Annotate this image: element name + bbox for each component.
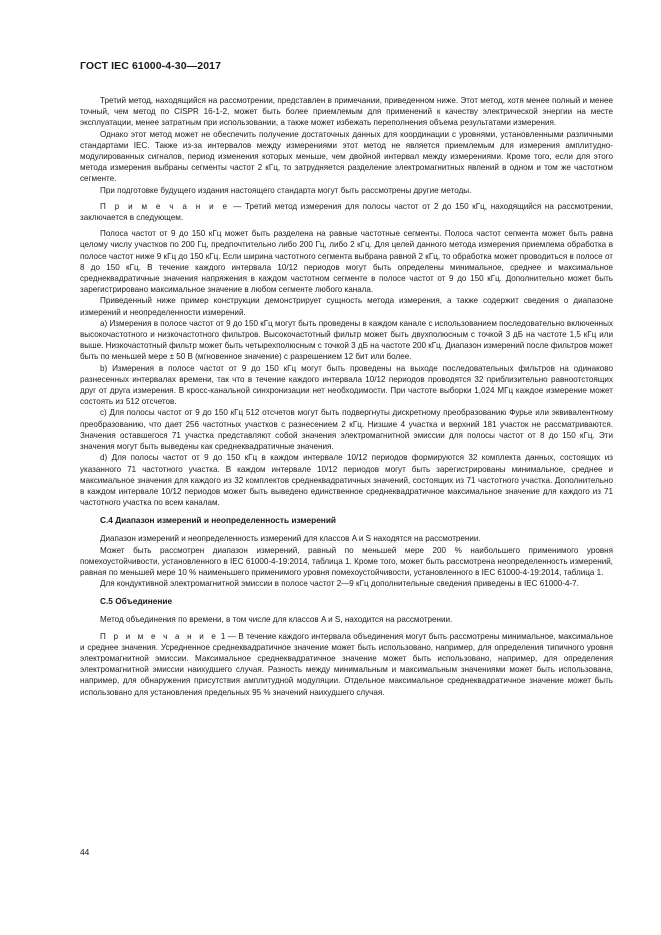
section-heading-c5: C.5 Объединение	[100, 596, 173, 607]
note-label: П р и м е ч а н и е	[100, 631, 219, 641]
paragraph: Однако этот метод может не обеспечить получение достаточных данных для координации с уровнями, установленными различными стандартами IEC. Также из-за интервалов между измерениями этот метод не является приемлемым для измерения амплитудно-модулированных сигналов, период изменения которых меньше, чем двойной интервал между измерениями. Кроме того, если для этого метода измерения выбраны сегменты частот 2 кГц, то затрудняется разделение электромагнитных явлений в одном и том же частотном сегменте.	[80, 129, 613, 184]
paragraph: Для кондуктивной электромагнитной эмиссии в полосе частот 2—9 кГц дополнительные сведения приведены в IEC 61000-4-7.	[100, 579, 579, 589]
section-heading-c4: C.4 Диапазон измерений и неопределенность измерений	[100, 515, 337, 526]
list-item-a: a) Измерения в полосе частот от 9 до 150 кГц могут быть проведены в каждом канале с использованием последовательно включенных высокочастотного и низкочастотного фильтров. Высокочастотный фильтр может быть двухполюсным с точкой 3 дБ на частоте 1,5 кГц или выше. Низкочастотный фильтр может быть четырехполюсным с точкой 3 дБ на частоте 200 кГц. Диапазон измерений после фильтров может быть по меньшей мере ± 50 В (мгновенное значение) с разрешением 12 бит или более.	[80, 318, 613, 362]
paragraph: Полоса частот от 9 до 150 кГц может быть разделена на равные частотные сегменты. Полоса частот сегмента может быть равна целому числу участков по 200 Гц, предпочтительно либо 200 Гц, либо 2 кГц. Для целей данного метода измерения приемлема обработка в полосе частот ниже 9 кГц до 150 кГц. Если ширина частотного сегмента выбрана равной 2 кГц, то обработка может проводиться в полосе от 8 до 150 кГц. В течение каждого интервала 10/12 периодов могут быть определены минимальное, среднее и максимальное среднеквадратичные значения напряжения в каждом частотном сегменте в полосе частот от 9 до 150 кГц. Дополнительно может быть зарегистрировано максимальное значение в любом сегменте любого канала.	[80, 229, 613, 295]
note-paragraph	[80, 631, 613, 698]
list-item-b: b) Измерения в полосе частот от 9 до 150 кГц могут быть проведены на выходе последовательных фильтров на одинаково разнесенных интервалах времени, так что в течение каждого интервала 10/12 периодов проводятся 32 приблизительно равноотстоящих друг от друга измерения. В кросс-канальной синхронизации нет необходимости. При частоте выборки 1,024 МГц каждое измерение может состоять из 512 отсчетов.	[80, 363, 613, 407]
note-paragraph	[80, 201, 613, 223]
list-item-c: c) Для полосы частот от 9 до 150 кГц 512 отсчетов могут быть подвергнуты дискретному преобразованию Фурье или эквивалентному преобразованию, что дает 256 частотных участков с разнесением 2 кГц. Низшие 4 участка и верхний 181 участок не рассматриваются. Значения оставшегося 71 участка представляют собой значения электромагнитной эмиссии для полосы частот от 8 до 150 кГц. Эти значения могут быть выведены как среднеквадратичные значения.	[80, 408, 613, 452]
paragraph: Метод объединения по времени, в том числе для классов A и S, находится на рассмотрении.	[100, 615, 453, 625]
document-body	[80, 95, 613, 698]
note-text: 1 — В течение каждого интервала объединения могут быть рассмотрены минимальное, максимальное и среднее значения. Усредненное среднеквадратичное значение может быть использовано, например, для определения типичного уровня электромагнитной эмиссии. Максимальное среднеквадратичное значение может быть использовано, например, для определения электромагнитной эмиссии наихудшего случая. Разность между минимальным и максимальным значениями может быть использована, например, для обнаружения присутствия амплитудной модуляции. Отдельное максимальное среднеквадратичное значение может быть использовано для установления предельных 95 % значений наихудшего случая.	[80, 631, 613, 697]
note-label: П р и м е ч а н и е	[100, 201, 230, 211]
paragraph: Может быть рассмотрен диапазон измерений, равный по меньшей мере 200 % наибольшего применимого уровня помехоустойчивости, установленного в IEC 61000-4-19:2014, таблица 1. Кроме того, может быть рассмотрена неопределенность измерений, равная по меньшей мере 10 % наименьшего применимого уровня помехоустойчивости, установленного в IEC 61000-4-19:2014, таблица 1.	[80, 545, 613, 577]
paragraph: Третий метод, находящийся на рассмотрении, представлен в примечании, приведенном ниже. Этот метод, хотя менее полный и менее точный, чем метод по CISPR 16-1-2, может быть более приемлемым для применений к качеству электрической энергии на месте эксплуатации, менее затратным при использовании, а также может избежать переполнения объема результатами измерения.	[80, 96, 613, 128]
list-item-d: d) Для полосы частот от 9 до 150 кГц в каждом интервале 10/12 периодов формируются 32 комплекта данных, состоящих из указанного 71 частотного участка. В каждом интервале 10/12 периодов могут быть зарегистрированы минимальное, среднее и максимальное значения для каждого из 32 комплектов среднеквадратичных значений, состоящих из 71 частотного участка. Дополнительно в каждом интервале 10/12 периодов может быть выведено единственное среднеквадратичное максимальное значение для каждого из 71 частотного участка по всем каналам.	[80, 453, 613, 508]
page-number: 44	[80, 847, 90, 857]
paragraph: Приведенный ниже пример конструкции демонстрирует сущность метода измерения, а также содержит сведения о диапазоне измерений и неопределенности измерений.	[80, 296, 613, 317]
note-text: — Третий метод измерения для полосы частот от 2 до 150 кГц, находящийся на рассмотрении, заключается в следующем.	[80, 201, 613, 223]
document-header: ГОСТ IEC 61000-4-30—2017	[80, 60, 222, 72]
paragraph: При подготовке будущего издания настоящего стандарта могут быть рассмотрены другие методы.	[100, 185, 472, 195]
paragraph: Диапазон измерений и неопределенность измерений для классов A и S находятся на рассмотрении.	[100, 534, 481, 544]
